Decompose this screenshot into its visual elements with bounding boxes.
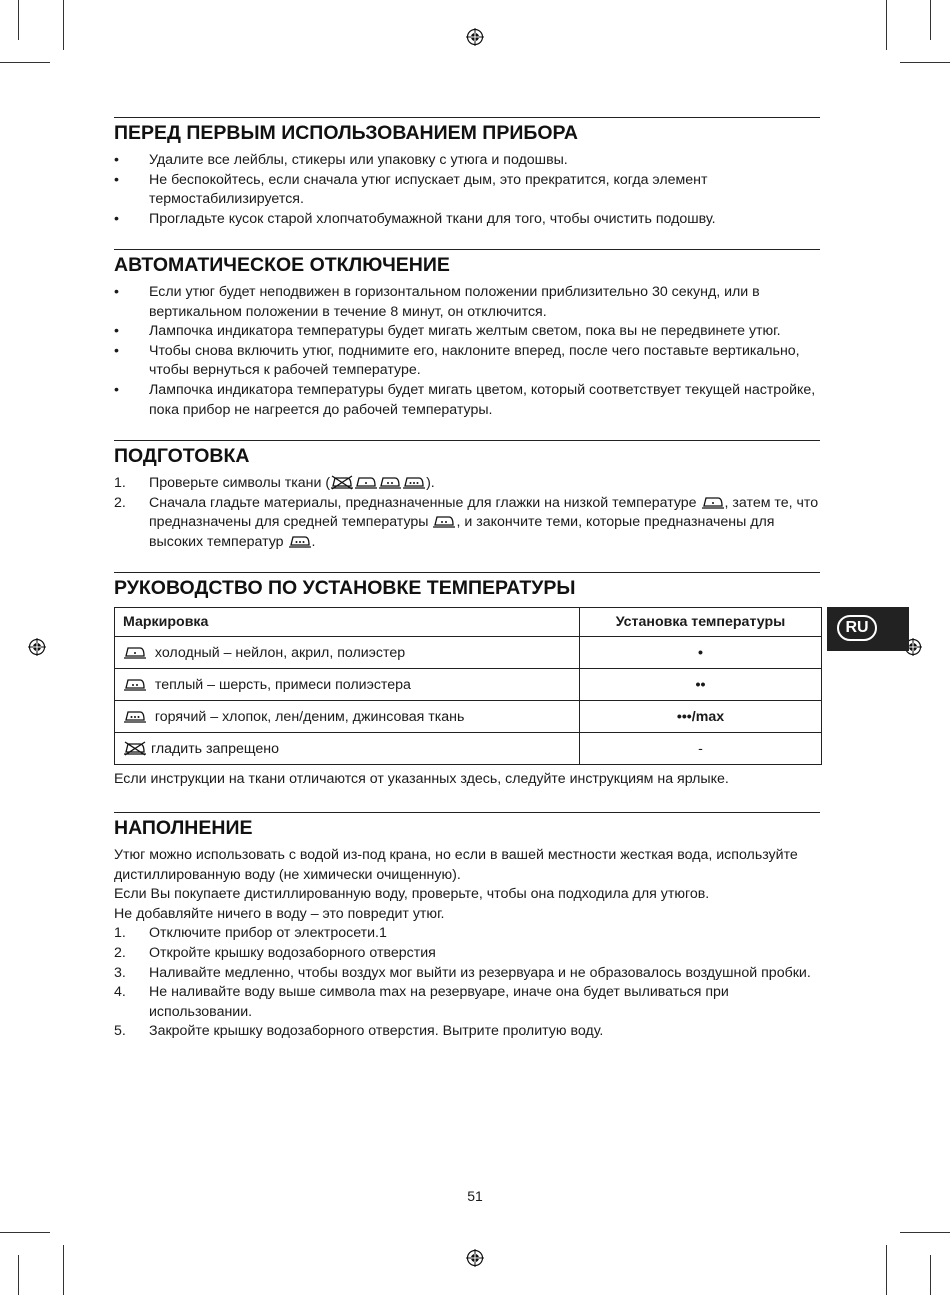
registration-mark-icon	[466, 1249, 484, 1267]
crop-mark	[63, 1245, 64, 1295]
column-header-marking: Маркировка	[115, 608, 580, 637]
section-before-first-use	[114, 117, 820, 229]
iron-2-dot-icon	[123, 676, 147, 692]
table-cell: холодный – нейлон, акрил, полиэстер	[115, 637, 580, 669]
crop-mark	[0, 62, 50, 63]
table-cell: ••	[580, 669, 822, 701]
crop-mark	[18, 0, 19, 40]
page-number: 51	[467, 1188, 483, 1204]
crop-mark	[886, 0, 887, 50]
list-item: 2. Сначала гладьте материалы, предназначенные для глажки на низкой температуре , затем те, что предназначены для средней температуры , и закончите теми, которые предназначены для высоких температур .	[114, 494, 819, 550]
table-row	[115, 701, 822, 733]
crop-mark	[886, 1245, 887, 1295]
table-cell: гладить запрещено	[115, 733, 580, 765]
section-title: АВТОМАТИЧЕСКОЕ ОТКЛЮЧЕНИЕ	[114, 249, 820, 277]
iron-2-dot-icon	[378, 474, 402, 490]
list-item: 1. Проверьте символы ткани ( ).	[114, 475, 435, 491]
column-header-setting: Установка температуры	[580, 608, 822, 637]
numbered-list	[114, 474, 820, 552]
iron-crossed-icon	[123, 740, 147, 756]
iron-3-dot-icon	[123, 708, 147, 724]
crop-mark	[930, 1255, 931, 1295]
temperature-table	[114, 607, 822, 765]
list-item: • Чтобы снова включить утюг, поднимите его, наклоните вперед, после чего поставьте вертикально, чтобы вернуться к рабочей температуре.	[114, 342, 800, 379]
crop-mark	[900, 1232, 950, 1233]
list-item: • Прогладьте кусок старой хлопчатобумажной ткани для того, чтобы очистить подошву.	[114, 210, 716, 227]
iron-3-dot-icon	[402, 474, 426, 490]
registration-mark-icon	[466, 28, 484, 46]
table-cell: •••/max	[580, 701, 822, 733]
iron-1-dot-icon	[701, 494, 725, 510]
section-title: РУКОВОДСТВО ПО УСТАНОВКЕ ТЕМПЕРАТУРЫ	[114, 572, 820, 600]
table-row	[115, 733, 822, 765]
list-item: • Если утюг будет неподвижен в горизонтальном положении приблизительно 30 секунд, или в вертикальном положении в течение 8 минут, он отключится.	[114, 284, 760, 320]
section-auto-off	[114, 249, 820, 420]
iron-3-dot-icon	[288, 533, 312, 549]
section-title: НАПОЛНЕНИЕ	[114, 812, 820, 840]
section-preparation	[114, 440, 820, 552]
table-cell: -	[580, 733, 822, 765]
table-cell: •	[580, 637, 822, 669]
crop-mark	[930, 0, 931, 40]
crop-mark	[900, 62, 950, 63]
list-item: 5. Закройте крышку водозаборного отверстия. Вытрите пролитую воду.	[114, 1023, 604, 1040]
language-badge: RU	[837, 615, 877, 641]
numbered-list	[114, 924, 820, 1042]
list-item: 2. Откройте крышку водозаборного отверстия	[114, 944, 436, 961]
section-title: ПЕРЕД ПЕРВЫМ ИСПОЛЬЗОВАНИЕМ ПРИБОРА	[114, 117, 820, 145]
table-cell: горячий – хлопок, лен/деним, джинсовая ткань	[115, 701, 580, 733]
paragraph: Не добавляйте ничего в воду – это повредит утюг.	[114, 905, 445, 922]
list-item: 3. Наливайте медленно, чтобы воздух мог выйти из резервуара и не образовалось воздушной пробки.	[114, 964, 811, 981]
iron-1-dot-icon	[123, 644, 147, 660]
list-item: • Не беспокойтесь, если сначала утюг испускает дым, это прекратится, когда элемент термостабилизируется.	[114, 171, 708, 208]
section-temperature-guide	[114, 572, 820, 600]
table-note: Если инструкции на ткани отличаются от указанных здесь, следуйте инструкциям на ярлыке.	[114, 771, 729, 787]
table-cell: теплый – шерсть, примеси полиэстера	[115, 669, 580, 701]
registration-mark-icon	[28, 638, 46, 656]
list-item: 1. Отключите прибор от электросети.1	[114, 925, 387, 942]
list-item: • Лампочка индикатора температуры будет мигать цветом, который соответствует текущей настройке, пока прибор не нагреется до рабочей температуры.	[114, 381, 816, 418]
crop-mark	[63, 0, 64, 50]
list-item: 4. Не наливайте воду выше символа max на резервуаре, иначе она будет выливаться при использовании.	[114, 984, 729, 1020]
table-header-row	[115, 608, 822, 637]
bullet-list	[114, 151, 820, 229]
table-row	[115, 669, 822, 701]
section-title: ПОДГОТОВКА	[114, 440, 820, 468]
iron-crossed-icon	[330, 474, 354, 490]
section-filling	[114, 812, 820, 1042]
table-row	[115, 637, 822, 669]
crop-mark	[0, 1232, 50, 1233]
list-item: • Удалите все лейблы, стикеры или упаковку с утюга и подошвы.	[114, 152, 568, 168]
bullet-list	[114, 283, 820, 420]
filling-body	[114, 846, 820, 1042]
iron-2-dot-icon	[432, 513, 456, 529]
iron-1-dot-icon	[354, 474, 378, 490]
language-tab	[827, 607, 909, 651]
paragraph: Утюг можно использовать с водой из-под крана, но если в вашей местности жесткая вода, используйте дистиллированную воду (не химически очищенную).	[114, 847, 798, 883]
paragraph: Если Вы покупаете дистиллированную воду, проверьте, чтобы она подходила для утюгов.	[114, 886, 710, 903]
list-item: • Лампочка индикатора температуры будет мигать желтым светом, пока вы не передвинете утюг.	[114, 323, 781, 340]
crop-mark	[18, 1255, 19, 1295]
